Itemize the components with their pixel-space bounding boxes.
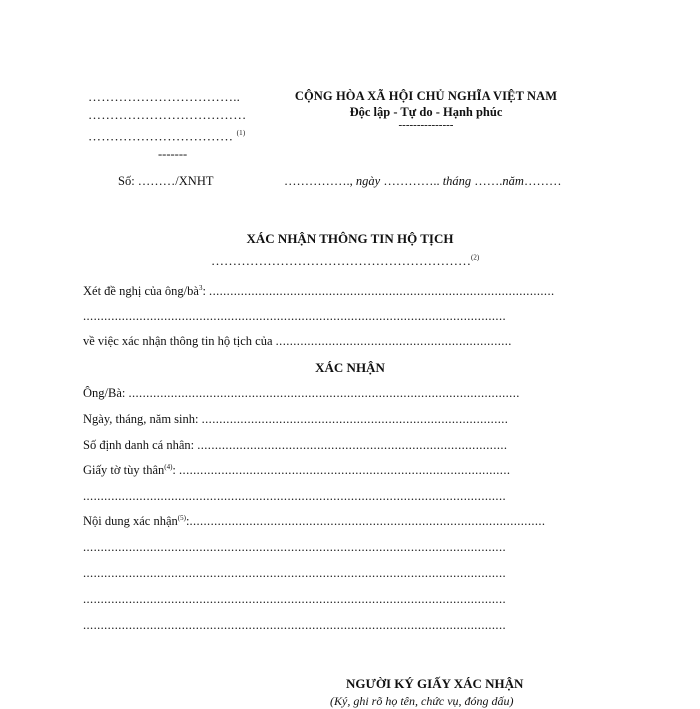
month-fill: ……. xyxy=(471,174,503,188)
footnote-4: (4) xyxy=(164,463,173,471)
request-label-tail: : xyxy=(202,284,210,299)
place-fill: ……………., xyxy=(284,174,356,188)
month-label: tháng xyxy=(442,174,472,188)
authority-line-3-dots: …………………………… xyxy=(88,128,234,144)
document-number: Số: ………/XNHT xyxy=(118,174,214,188)
field-label: Ngày, tháng, năm sinh: xyxy=(83,412,202,426)
issuing-authority-block xyxy=(88,88,268,163)
motto-rule: --------------- xyxy=(398,119,454,131)
signer-title: NGƯỜI KÝ GIẤY XÁC NHẬN xyxy=(346,676,524,691)
authority-line-1: …………………………….. xyxy=(88,89,241,104)
field-label: Số định danh cá nhân: xyxy=(83,438,198,452)
about-line xyxy=(83,334,512,349)
content-extra-line xyxy=(83,618,506,633)
field-full-name xyxy=(83,386,520,401)
field-personal-id xyxy=(83,438,507,453)
national-motto: Độc lập - Tự do - Hạnh phúc xyxy=(349,105,503,119)
confirm-heading: XÁC NHẬN xyxy=(315,360,385,375)
footnote-5: (5) xyxy=(177,514,186,522)
title-subline xyxy=(211,253,479,269)
authority-separator: ------- xyxy=(158,147,188,162)
year-fill: ……… xyxy=(523,174,562,188)
content-extra-fill: ........................................................................................................................ xyxy=(83,540,506,554)
footnote-1: (1) xyxy=(236,129,246,137)
year-label: năm xyxy=(502,174,524,188)
about-fill: ................................................................... xyxy=(275,334,512,348)
authority-line-3 xyxy=(88,124,268,145)
field-date-of-birth xyxy=(83,412,508,427)
request-extra-line xyxy=(83,309,506,324)
national-header xyxy=(276,89,576,130)
content-extra-fill: ........................................................................................................................ xyxy=(83,592,506,606)
field-label-tail: : xyxy=(172,463,180,478)
field-fill: .............................................................................................. xyxy=(179,463,511,478)
request-line xyxy=(83,284,555,299)
request-extra-fill: ........................................................................................................................ xyxy=(83,309,506,323)
document-title: XÁC NHẬN THÔNG TIN HỘ TỊCH xyxy=(246,231,454,246)
content-label: Nội dung xác nhận xyxy=(83,514,178,529)
content-extra-line xyxy=(83,566,506,581)
date-place-line xyxy=(284,174,561,189)
content-extra-fill: ........................................................................................................................ xyxy=(83,566,506,580)
content-label-tail: : xyxy=(185,514,190,529)
field-fill: ........................................................................................ xyxy=(197,438,508,452)
content-extra-line xyxy=(83,592,506,607)
field-label: Giấy tờ tùy thân xyxy=(83,463,165,478)
field-label: Ông/Bà: xyxy=(83,386,129,400)
authority-line-2: ……………………………… xyxy=(88,107,247,122)
title-dots: …………………………………………………… xyxy=(211,253,471,268)
content-extra-fill: ........................................................................................................................ xyxy=(83,618,506,632)
footnote-3: 3 xyxy=(198,284,203,292)
request-fill: .................................................................................................. xyxy=(209,284,555,299)
footnote-2: (2) xyxy=(471,253,480,262)
id-document-extra-line xyxy=(83,489,506,504)
nation-name: CỘNG HÒA XÃ HỘI CHỦ NGHĨA VIỆT NAM xyxy=(294,89,558,103)
field-fill: ....................................................................................... xyxy=(201,412,509,426)
day-fill: ………….. xyxy=(380,174,443,188)
about-label: về việc xác nhận thông tin hộ tịch của xyxy=(83,334,276,348)
day-label: ngày xyxy=(355,174,381,188)
id-extra-fill: ........................................................................................................................ xyxy=(83,489,506,503)
field-fill: ............................................................................................................... xyxy=(128,386,520,400)
content-line xyxy=(83,514,545,529)
request-label: Xét đề nghị của ông/bà xyxy=(83,284,199,299)
signer-note: (Ký, ghi rõ họ tên, chức vụ, đóng dấu) xyxy=(330,694,514,708)
content-fill: ..................................................................................................... xyxy=(189,514,546,529)
field-id-document xyxy=(83,463,510,478)
content-extra-line xyxy=(83,540,506,555)
